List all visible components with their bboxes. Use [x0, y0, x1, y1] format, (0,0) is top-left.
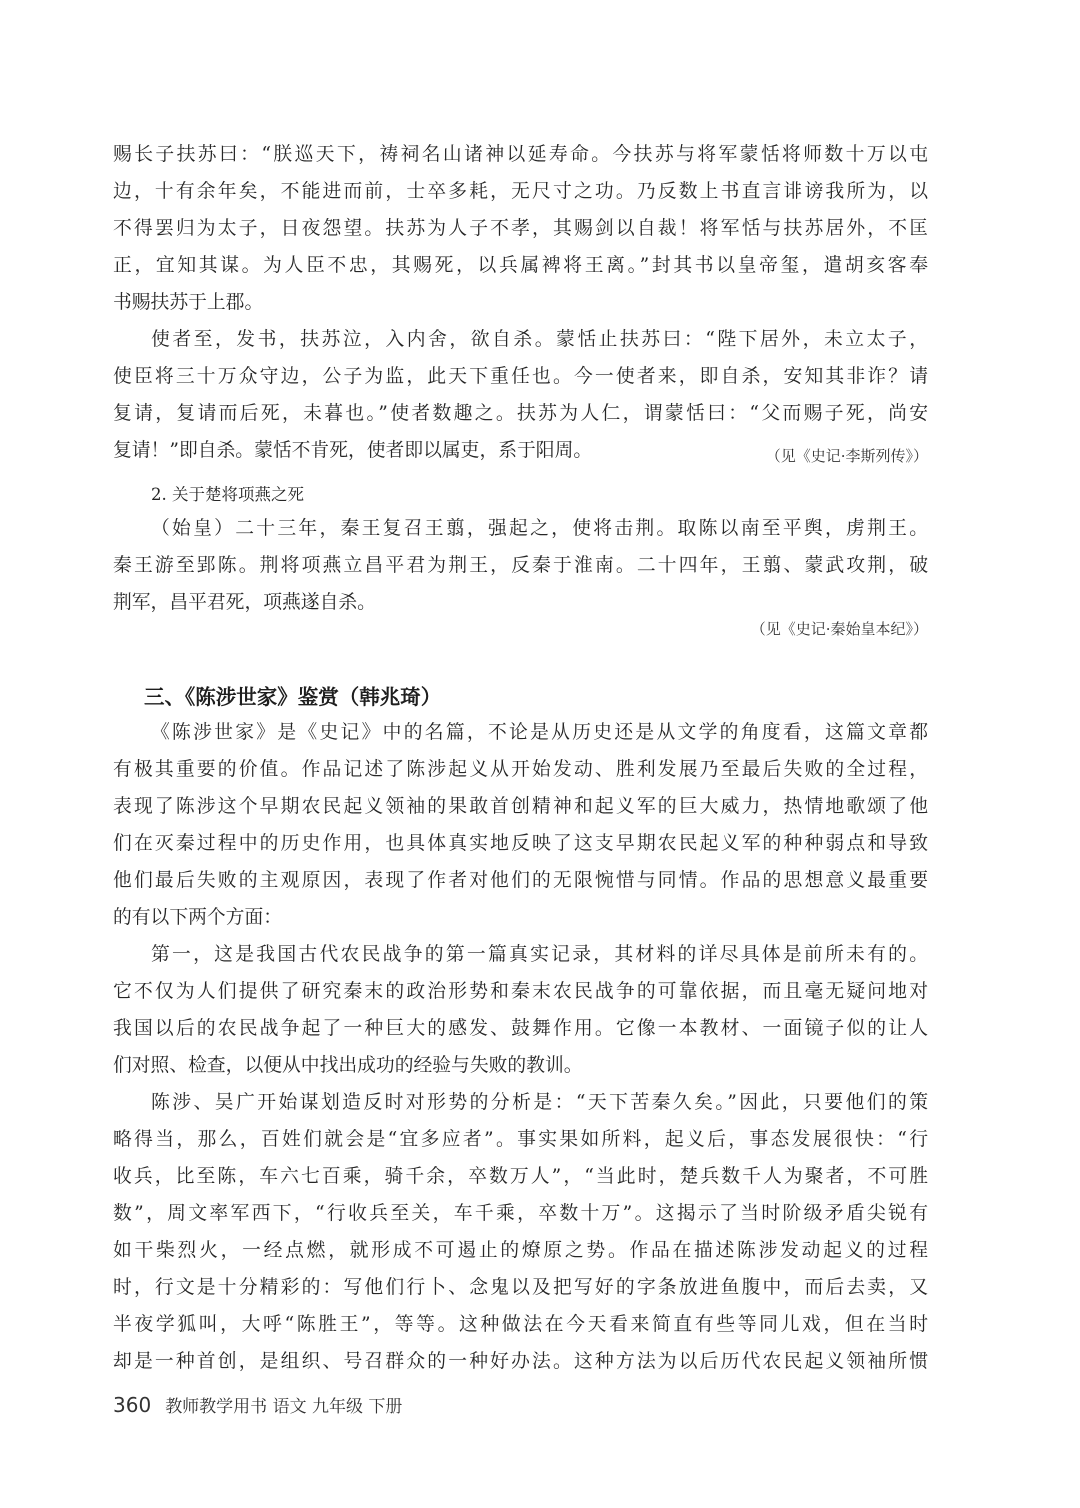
text-line: 复请，复请而后死，未暮也。”使者数趣之。扶苏为人仁，谓蒙恬曰：“父而赐子死，尚安: [113, 403, 928, 424]
source-citation-2: （见《史记·秦始皇本纪》）: [750, 620, 928, 638]
text-line: 时，行文是十分精彩的：写他们行卜、念鬼以及把写好的字条放进鱼腹中，而后去卖，又: [113, 1277, 928, 1298]
text-line: 们在灭秦过程中的历史作用，也具体真实地反映了这支早期农民起义军的种种弱点和导致: [113, 833, 928, 854]
text-line: （始皇）二十三年，秦王复召王翦，强起之，使将击荆。取陈以南至平舆，虏荆王。: [151, 518, 928, 539]
text-line: 有极其重要的价值。作品记述了陈涉起义从开始发动、胜利发展乃至最后失败的全过程，: [113, 759, 928, 780]
text-line: 《陈涉世家》是《史记》中的名篇，不论是从历史还是从文学的角度看，这篇文章都: [151, 722, 928, 743]
subsection-title: 2. 关于楚将项燕之死: [151, 485, 304, 504]
text-line: 第一，这是我国古代农民战争的第一篇真实记录，其材料的详尽具体是前所未有的。: [151, 944, 928, 965]
text-line: 书赐扶苏于上郡。: [113, 292, 264, 313]
text-line: 复请！”即自杀。蒙恬不肯死，使者即以属吏，系于阳周。: [113, 440, 593, 461]
text-line: 们对照、检查，以便从中找出成功的经验与失败的教训。: [113, 1055, 583, 1076]
text-line: 却是一种首创，是组织、号召群众的一种好办法。这种方法为以后历代农民起义领袖所惯: [113, 1351, 928, 1372]
text-line: 的有以下两个方面：: [113, 907, 283, 928]
book-title: 教师教学用书 语文 九年级 下册: [165, 1397, 403, 1417]
source-citation-1: （见《史记·李斯列传》）: [765, 447, 928, 465]
text-line: 正，宜知其谋。为人臣不忠，其赐死，以兵属裨将王离。”封其书以皇帝玺，遣胡亥客奉: [113, 255, 928, 276]
text-line: 使臣将三十万众守边，公子为监，此天下重任也。今一使者来，即自杀，安知其非诈？请: [113, 366, 928, 387]
text-line: 收兵，比至陈，车六七百乘，骑千余，卒数万人”，“当此时，楚兵数千人为聚者，不可胜: [113, 1166, 928, 1187]
text-line: 表现了陈涉这个早期农民起义领袖的果敢首创精神和起义军的巨大威力，热情地歌颂了他: [113, 796, 928, 817]
text-line: 数”，周文率军西下，“行收兵至关，车千乘，卒数十万”。这揭示了当时阶级矛盾尖锐有: [113, 1203, 928, 1224]
text-line: 半夜学狐叫，大呼“陈胜王”，等等。这种做法在今天看来简直有些等同儿戏，但在当时: [113, 1314, 928, 1335]
text-line: 如干柴烈火，一经点燃，就形成不可遏止的燎原之势。作品在描述陈涉发动起义的过程: [113, 1240, 928, 1261]
text-line: 它不仅为人们提供了研究秦末的政治形势和秦末农民战争的可靠依据，而且毫无疑问地对: [113, 981, 928, 1002]
text-line: 略得当，那么，百姓们就会是“宜多应者”。事实果如所料，起义后，事态发展很快：“行: [113, 1129, 928, 1150]
text-line: 他们最后失败的主观原因，表现了作者对他们的无限惋惜与同情。作品的思想意义最重要: [113, 870, 928, 891]
section-heading: 三、《陈涉世家》鉴赏（韩兆琦）: [144, 685, 442, 709]
text-line: 我国以后的农民战争起了一种巨大的感发、鼓舞作用。它像一本教材、一面镜子似的让人: [113, 1018, 928, 1039]
text-line: 秦王游至郢陈。荆将项燕立昌平君为荆王，反秦于淮南。二十四年，王翦、蒙武攻荆，破: [113, 555, 928, 576]
text-line: 边，十有余年矣，不能进而前，士卒多耗，无尺寸之功。乃反数上书直言诽谤我所为，以: [113, 181, 928, 202]
text-line: 赐长子扶苏曰：“朕巡天下，祷祠名山诸神以延寿命。今扶苏与将军蒙恬将师数十万以屯: [113, 144, 928, 165]
page-number: 360: [113, 1393, 152, 1417]
page-footer: [113, 1392, 402, 1417]
text-line: 使者至，发书，扶苏泣，入内舍，欲自杀。蒙恬止扶苏曰：“陛下居外，未立太子，: [151, 329, 928, 350]
text-line: 荆军，昌平君死，项燕遂自杀。: [113, 592, 376, 613]
text-line: 陈涉、吴广开始谋划造反时对形势的分析是：“天下苦秦久矣。”因此，只要他们的策: [151, 1092, 928, 1113]
text-line: 不得罢归为太子，日夜怨望。扶苏为人子不孝，其赐剑以自裁！将军恬与扶苏居外，不匡: [113, 218, 928, 239]
